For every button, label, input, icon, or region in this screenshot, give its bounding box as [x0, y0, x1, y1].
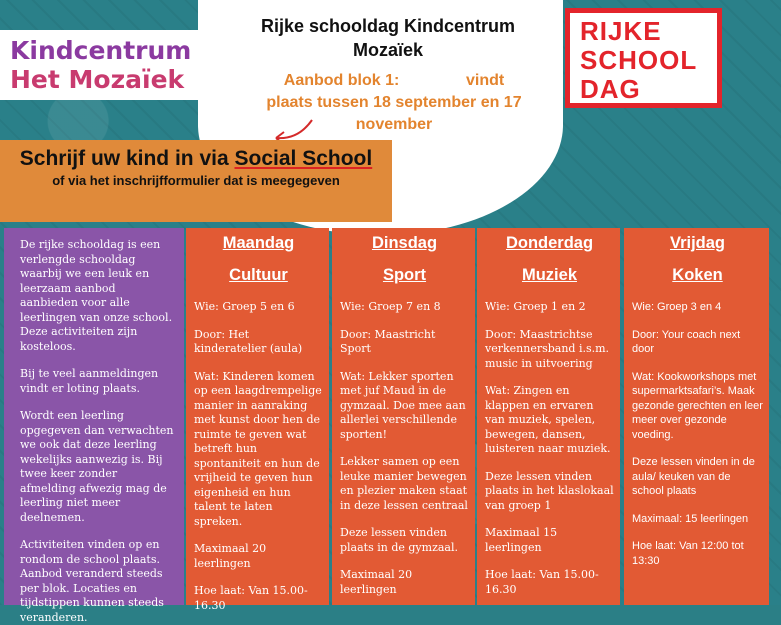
aanbod-line-3: november — [355, 116, 433, 133]
column-paragraph: Maximaal: 15 leerlingen — [632, 512, 749, 525]
title-line-1: Rijke schooldag Kindcentrum — [260, 16, 516, 36]
column-paragraph: Deze lessen vinden plaats in het klaslokaal van groep 1 — [485, 469, 614, 512]
column-vrijdag — [624, 228, 769, 605]
column-paragraph: Maximaal 20 leerlingen — [340, 568, 413, 596]
rijke-schooldag-logo — [565, 8, 722, 108]
column-maandag — [186, 228, 329, 612]
title-line-2: Mozaïek — [352, 40, 424, 60]
column-paragraph: Hoe laat: Van 15.00-16.30 — [194, 584, 308, 612]
intro-paragraph: Bij te veel aanmeldingen vindt er loting plaats. — [20, 367, 159, 395]
column-paragraph: Lekker samen op een leuke manier bewegen en plezier maken staat in deze lessen centraal — [340, 455, 468, 512]
day-heading: Donderdag — [505, 234, 594, 252]
column-paragraph: Wie: Groep 7 en 8 — [340, 300, 441, 313]
column-paragraph: Door: Het kinderatelier (aula) — [194, 327, 303, 355]
theme-heading: Koken — [672, 266, 723, 284]
column-paragraph: Wat: Kinderen komen op een laagdrempelige manier in aanraking met kunst door hen de ruimte te geven wat betreft hun spontaniteit en hun de vrijheid te geven hun eigenheid en hun talent te laten spreken. — [194, 369, 322, 528]
page-title — [238, 14, 538, 62]
column-paragraph: Door: Maastrichtse verkennersband i.s.m. music in uitvoering — [485, 327, 610, 370]
signup-banner — [0, 140, 392, 222]
day-heading: Maandag — [222, 234, 295, 252]
intro-paragraph: De rijke schooldag is een verlengde schooldag waarbij we een leuk en leerzaam aanbod aanbieden voor alle leerlingen van onze school. Deze activiteiten zijn kosteloos. — [20, 238, 173, 353]
column-paragraph: Hoe laat: Van 12:00 tot 13:30 — [632, 540, 744, 567]
theme-heading: Sport — [382, 266, 427, 284]
column-dinsdag — [332, 228, 475, 605]
aanbod-line-1: Aanbod blok 1: vindt — [283, 72, 505, 89]
column-paragraph: Wie: Groep 3 en 4 — [632, 301, 722, 313]
column-paragraph: Wie: Groep 5 en 6 — [194, 300, 295, 313]
column-paragraph: Wat: Lekker sporten met juf Maud in de gymzaal. Doe mee aan allerlei verschillende sporten! — [340, 369, 466, 441]
column-paragraph: Wat: Kookworkshops met supermarktsafari’s. Maak gezonde gerechten en leer meer over gezonde voeding. — [632, 370, 763, 441]
logo-line-2: Het Mozaïek — [10, 65, 185, 94]
column-paragraph: Deze lessen vinden in de aula/ keuken van de school plaats — [632, 456, 755, 497]
logo-right-line-2: SCHOOL — [580, 45, 698, 75]
social-school-link[interactable]: Social School — [234, 147, 373, 170]
intro-paragraph: Wordt een leerling opgegeven dan verwachten we ook dat deze leerling wekelijks aanwezig is. Bij twee keer zonder afmelding afwezig mag de leerling niet meer deelnemen. — [20, 409, 174, 524]
day-heading: Dinsdag — [371, 234, 438, 252]
theme-heading: Muziek — [521, 266, 577, 284]
column-paragraph: Wie: Groep 1 en 2 — [485, 300, 586, 313]
column-paragraph: Maximaal 15 leerlingen — [485, 526, 558, 554]
signup-prefix: Schrijf uw kind in via — [19, 147, 235, 170]
signup-subtext: of via het inschrijfformulier dat is meegegeven — [52, 173, 340, 188]
column-paragraph: Wat: Zingen en klappen en ervaren van muziek, spelen, bewegen, dansen, luisteren naar muziek. — [485, 384, 611, 455]
logo-line-1: Kindcentrum — [10, 36, 192, 65]
logo-right-line-1: RIJKE — [580, 16, 662, 46]
kindcentrum-logo — [0, 30, 212, 100]
day-heading: Vrijdag — [669, 234, 726, 252]
logo-right-line-3: DAG — [580, 74, 641, 104]
column-paragraph: Maximaal 20 leerlingen — [194, 542, 267, 570]
intro-panel — [4, 228, 184, 624]
column-paragraph: Door: Maastricht Sport — [340, 327, 436, 355]
intro-paragraph: Activiteiten vinden op en rondom de school plaats. Aanbod veranderd steeds per blok. Locaties en tijdstippen kunnen steeds veranderen. — [20, 538, 164, 624]
signup-heading — [0, 146, 392, 172]
column-donderdag — [477, 228, 620, 605]
column-paragraph: Door: Your coach next door — [632, 328, 741, 355]
aanbod-line-2: plaats tussen 18 september en 17 — [266, 94, 522, 111]
column-paragraph: Hoe laat: Van 15.00-16.30 — [485, 568, 599, 596]
column-paragraph: Deze lessen vinden plaats in de gymzaal. — [340, 526, 458, 554]
theme-heading: Cultuur — [229, 266, 288, 284]
